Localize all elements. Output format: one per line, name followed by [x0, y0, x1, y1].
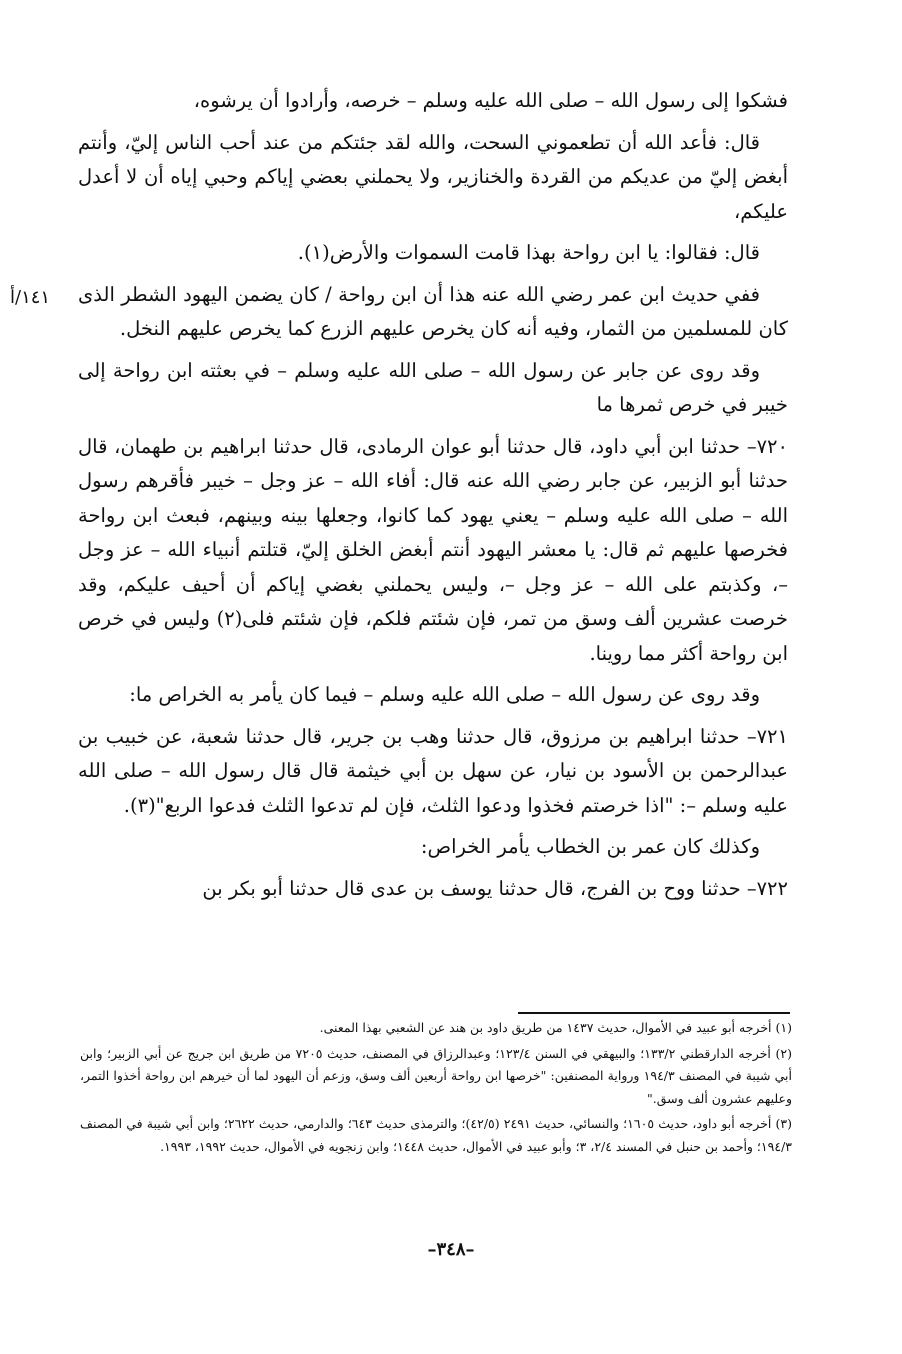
footnote-1: (١) أخرجه أبو عبيد في الأموال، حديث ١٤٣٧ من طريق داود بن هند عن الشعبي بهذا المعنى.	[319, 1020, 792, 1035]
paragraph-4: ففي حديث ابن عمر رضي الله عنه هذا أن ابن رواحة / كان يضمن اليهود الشطر الذى كان للمسلمين من الثمار، وفيه أنه كان يخرص عليهم الزرع كما يخرص عليهم النخل.	[78, 282, 788, 340]
footnote-separator	[518, 1012, 790, 1014]
paragraph-7: وقد روى عن رسول الله – صلى الله عليه وسلم – فيما كان يأمر به الخراص ما:	[129, 683, 760, 706]
footnote-3: (٣) أخرجه أبو داود، حديث ١٦٠٥؛ والنسائي، حديث ٢٤٩١ (٤٢/٥)؛ والترمذى حديث ٦٤٣؛ والدارمي، حديث ٢٦٢٢؛ وابن أبي شيبة في المصنف ١٩٤/٣؛ وأحمد بن حنبل في المسند ٢/٤، ٣؛ وأبو عبيد في الأموال، حديث ١٤٤٨؛ وابن زنجويه في الأموال، حديث ١٩٩٢، ١٩٩٣.	[80, 1116, 793, 1154]
paragraph-9: وكذلك كان عمر بن الخطاب يأمر الخراص:	[420, 835, 760, 858]
hadith-722: ٧٢٢– حدثنا ووح بن الفرج، قال حدثنا يوسف بن عدى قال حدثنا أبو بكر بن	[202, 876, 788, 900]
page-number: –٣٤٨–	[427, 1239, 475, 1260]
manuscript-folio-note: ١٤١/أ	[10, 287, 51, 308]
paragraph-5: وقد روى عن جابر عن رسول الله – صلى الله عليه وسلم – في بعثته ابن رواحة إلى خيبر في خرص ثمرها ما	[78, 358, 788, 416]
paragraph-2: قال: فأعد الله أن تطعموني السحت، والله لقد جئتكم من عند أحب الناس إليّ، وأنتم أبغض إليّ من عديكم من القردة والخنازير، ولا يحملني بعضي إياكم وحبي إياه أن لا أعدل عليكم،	[78, 130, 788, 223]
paragraph-1: فشكوا إلى رسول الله – صلى الله عليه وسلم – خرصه، وأرادوا أن يرشوه،	[193, 89, 788, 112]
paragraph-3: قال: فقالوا: يا ابن رواحة بهذا قامت السموات والأرض(١).	[297, 241, 760, 264]
main-body-text	[78, 84, 788, 913]
hadith-721: ٧٢١– حدثنا ابراهيم بن مرزوق، قال حدثنا وهب بن جرير، قال حدثنا شعبة، عن خبيب بن عبدالرحمن بن الأسود بن نيار، عن سهل بن أبي خيثمة قال قال رسول الله – صلى الله عليه وسلم –: "اذا خرصتم فخذوا ودعوا الثلث، فإن لم تدعوا الثلث فدعوا الربع"(٣).	[78, 724, 788, 817]
footnotes	[80, 1017, 792, 1161]
footnote-2: (٢) أخرجه الدارقطني ١٣٣/٢؛ والبيهقي في السنن ١٢٣/٤؛ وعبدالرزاق في المصنف، حديث ٧٢٠٥ من طريق ابن جريج عن أبي الزبير؛ وابن أبي شيبة في المصنف ١٩٤/٣ ورواية المصنفين: "خرصها ابن رواحة أربعين ألف وسق، وزعم أن اليهود لما أن خيرهم ابن رواحة أخذوا التمر، وعليهم عشرون ألف وسق."	[80, 1045, 793, 1106]
hadith-720: ٧٢٠– حدثنا ابن أبي داود، قال حدثنا أبو عوان الرمادى، قال حدثنا ابراهيم بن طهمان، قال حدثنا أبو الزبير، عن جابر رضي الله عنه قال: أفاء الله – عز وجل – خيبر فأقرهم رسول الله – صلى الله عليه وسلم – يعني يهود كما كانوا، وجعلها بينه وبينهم، فبعث ابن رواحة فخرصها عليهم ثم قال: يا معشر اليهود أنتم أبغض الخلق إليّ، قتلتم أنبياء الله – عز وجل –، وكذبتم على الله – عز وجل –، وليس يحملني بغضي إياكم أن أحيف عليكم، وقد خرصت عشرين ألف وسق من تمر، فإن شئتم فلكم، فإن شئتم فلى(٢) وليس في خرص ابن رواحة أكثر مما روينا.	[78, 434, 788, 665]
